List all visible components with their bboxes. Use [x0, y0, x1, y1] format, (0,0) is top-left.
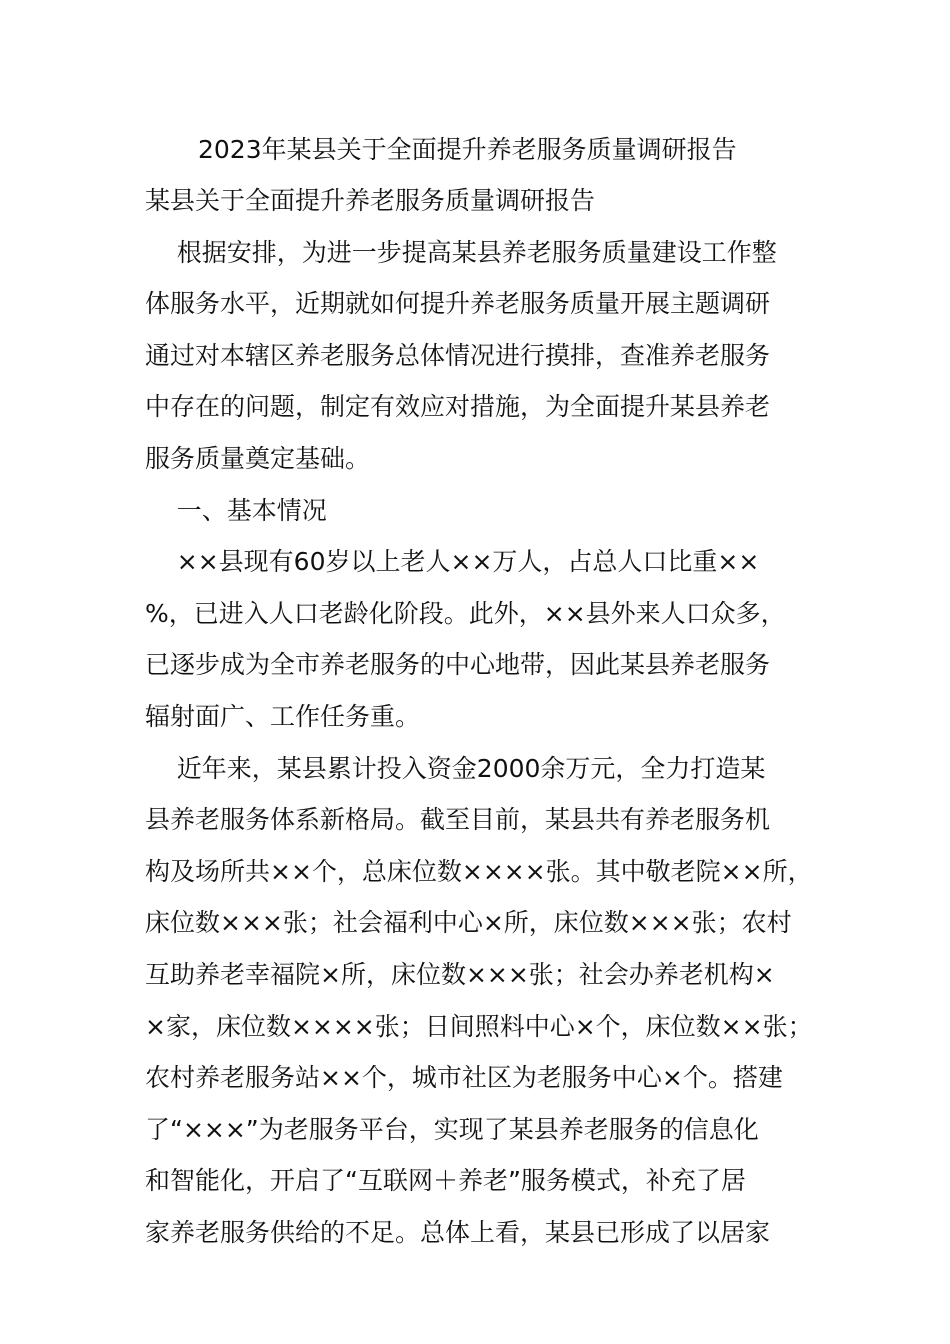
body-line: 和智能化，开启了“互联网＋养老”服务模式，补充了居 [145, 1166, 746, 1195]
body-line: ××县现有60岁以上老人××万人，占总人口比重×× [145, 547, 760, 576]
body-line: 互助养老幸福院×所，床位数×××张；社会办养老机构× [145, 960, 775, 989]
body-line: 根据安排，为进一步提高某县养老服务质量建设工作整 [145, 238, 777, 267]
body-line: 体服务水平，近期就如何提升养老服务质量开展主题调研 [145, 289, 771, 318]
body-line: 构及场所共××个，总床位数××××张。其中敬老院××所， [145, 857, 813, 886]
body-line: %，已进入人口老龄化阶段。此外，××县外来人口众多， [145, 599, 786, 628]
body-line: 家养老服务供给的不足。总体上看，某县已形成了以居家 [145, 1218, 771, 1247]
body-line: 县养老服务体系新格局。截至目前，某县共有养老服务机 [145, 805, 771, 834]
body-line: 一、基本情况 [145, 496, 327, 525]
body-line: 通过对本辖区养老服务总体情况进行摸排，查准养老服务 [145, 341, 771, 370]
body-line: 中存在的问题，制定有效应对措施，为全面提升某县养老 [145, 392, 771, 421]
body-line: 服务质量奠定基础。 [145, 444, 371, 473]
body-line: 辐射面广、工作任务重。 [145, 702, 421, 731]
body-line: ×家，床位数××××张；日间照料中心×个，床位数××张； [145, 1012, 813, 1041]
body-line: 近年来，某县累计投入资金2000余万元，全力打造某 [145, 754, 766, 783]
document-title: 2023年某县关于全面提升养老服务质量调研报告 [198, 135, 737, 164]
body-line: 了“×××”为老服务平台，实现了某县养老服务的信息化 [145, 1115, 759, 1144]
body-line: 已逐步成为全市养老服务的中心地带，因此某县养老服务 [145, 650, 771, 679]
body-line: 农村养老服务站××个，城市社区为老服务中心×个。搭建 [145, 1063, 783, 1092]
body-line: 床位数×××张；社会福利中心×所，床位数×××张；农村 [145, 908, 792, 937]
document-subtitle: 某县关于全面提升养老服务质量调研报告 [145, 186, 596, 215]
